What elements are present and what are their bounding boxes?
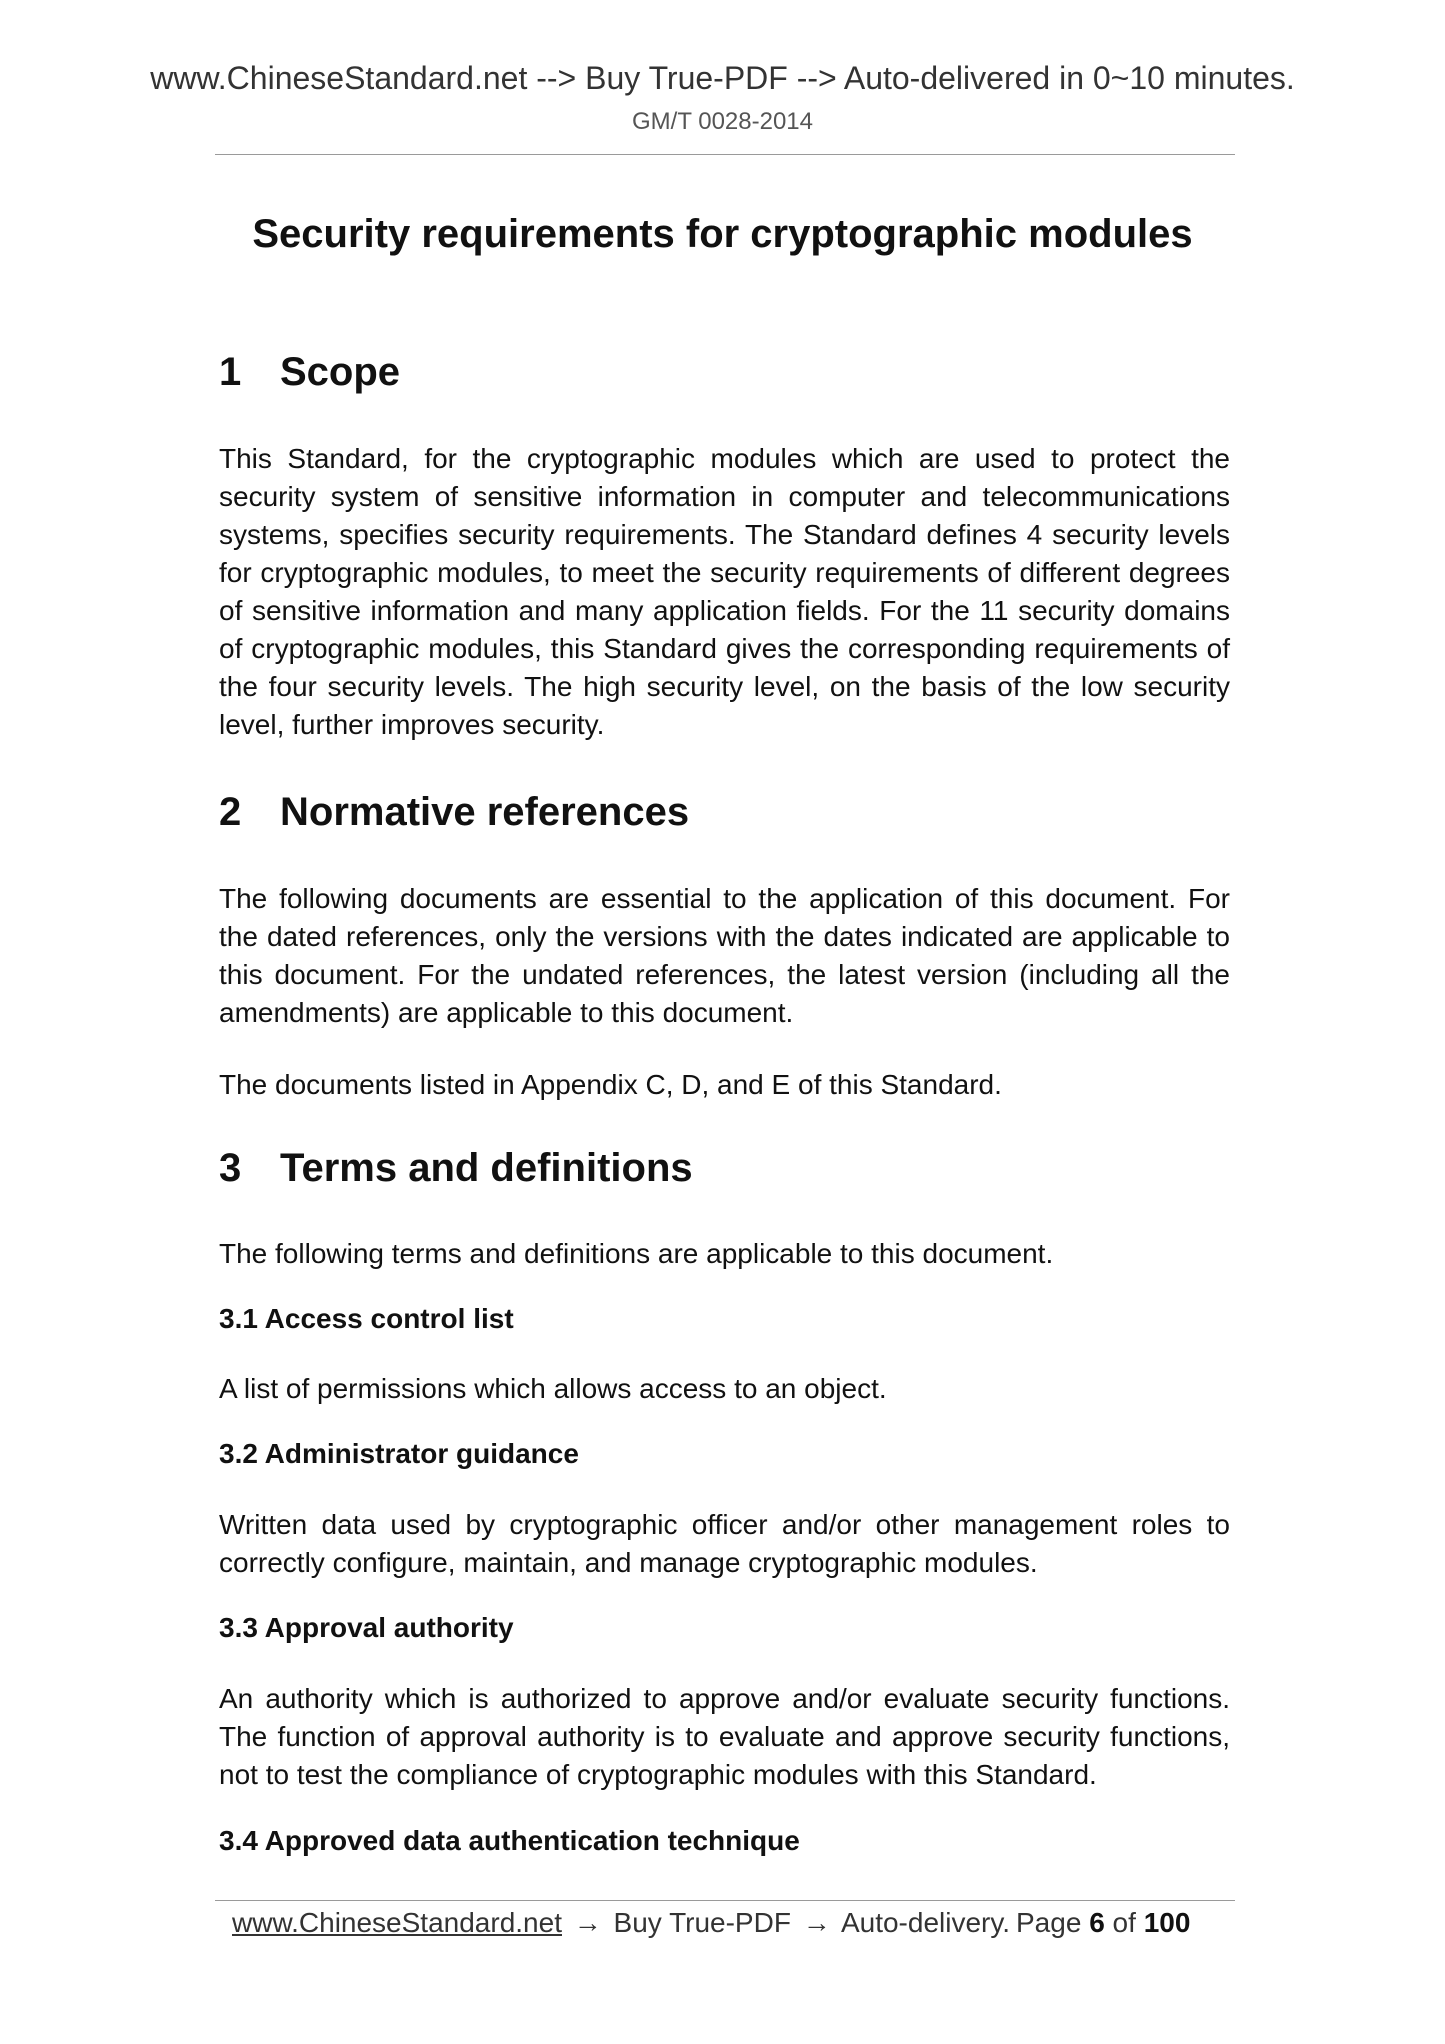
term-heading-access-control-list: 3.1 Access control list bbox=[219, 1303, 514, 1334]
term-heading-approved-data-authentication: 3.4 Approved data authentication technique bbox=[219, 1825, 800, 1856]
term-heading-approval-authority: 3.3 Approval authority bbox=[219, 1612, 514, 1643]
site-banner: www.ChineseStandard.net --> Buy True-PDF --> Auto-delivered in 0~10 minutes. bbox=[150, 60, 1295, 96]
standard-code: GM/T 0028-2014 bbox=[632, 108, 813, 135]
normative-references-appendix-note: The documents listed in Appendix C, D, and E of this Standard. bbox=[219, 1069, 1002, 1100]
normative-references-paragraph: The following documents are essential to the application of this document. For the dated references, only the versions with the dates indicated are applicable to this document. For the undated references, the latest version (including all the amendments) are applicable to this document. bbox=[219, 883, 1230, 1028]
section-number: 2 bbox=[219, 790, 242, 834]
term-heading-administrator-guidance: 3.2 Administrator guidance bbox=[219, 1438, 579, 1469]
footer-buy-text: Buy True-PDF bbox=[613, 1907, 791, 1938]
section-number: 3 bbox=[219, 1146, 242, 1190]
section-heading-normative-references bbox=[219, 790, 689, 835]
page-label: Page bbox=[1016, 1907, 1082, 1938]
term-definition-access-control-list: A list of permissions which allows access to an object. bbox=[219, 1373, 887, 1404]
term-definition-administrator-guidance: Written data used by cryptographic officer and/or other management roles to correctly configure, maintain, and manage cryptographic modules. bbox=[219, 1509, 1230, 1578]
scope-paragraph: This Standard, for the cryptographic modules which are used to protect the security system of sensitive information in computer and telecommunications systems, specifies security requirements. The Standard defines 4 security levels for cryptographic modules, to meet the security requirements of different degrees of sensitive information and many application fields. For the 11 security domains of cryptographic modules, this Standard gives the corresponding requirements of the four security levels. The high security level, on the basis of the low security level, further improves security. bbox=[219, 443, 1230, 740]
footer-site-link[interactable]: www.ChineseStandard.net bbox=[232, 1907, 562, 1938]
section-title: Terms and definitions bbox=[280, 1146, 693, 1190]
arrow-right-icon: → bbox=[802, 1907, 831, 1938]
section-title: Scope bbox=[280, 350, 401, 394]
section-heading-terms-definitions bbox=[219, 1146, 693, 1191]
header-divider bbox=[215, 154, 1235, 155]
arrow-right-icon: → bbox=[573, 1907, 602, 1938]
document-title: Security requirements for cryptographic modules bbox=[252, 212, 1193, 256]
footer-divider bbox=[215, 1900, 1235, 1901]
section-title: Normative references bbox=[280, 790, 690, 834]
footer-delivery-text: Auto-delivery. bbox=[840, 1907, 1011, 1938]
terms-intro-paragraph: The following terms and definitions are applicable to this document. bbox=[219, 1238, 1054, 1269]
page-number: 6 bbox=[1089, 1907, 1105, 1938]
section-heading-scope bbox=[219, 350, 400, 395]
term-definition-approval-authority: An authority which is authorized to approve and/or evaluate security functions. The function of approval authority is to evaluate and approve security functions, not to test the compliance of cryptographic modules with this Standard. bbox=[219, 1683, 1230, 1790]
footer-links bbox=[232, 1907, 1010, 1939]
section-number: 1 bbox=[219, 350, 242, 394]
of-label: of bbox=[1112, 1907, 1136, 1938]
page-indicator bbox=[1016, 1907, 1190, 1939]
total-pages: 100 bbox=[1143, 1907, 1191, 1938]
